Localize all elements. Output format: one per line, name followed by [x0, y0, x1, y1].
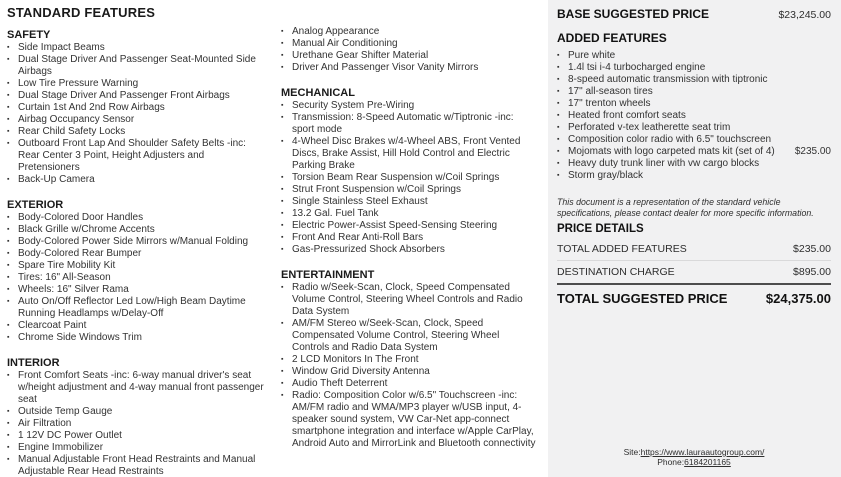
feature-text: Heated front comfort seats	[568, 110, 686, 121]
feature-item	[281, 378, 536, 390]
bullet-icon: ▪	[557, 160, 560, 167]
bullet-icon: ▪	[557, 76, 560, 83]
price-detail-value: $235.00	[793, 243, 831, 255]
bullet-icon: ▪	[557, 88, 560, 95]
feature-text: 8-speed automatic transmission with tiptronic	[568, 74, 768, 85]
section-heading: MECHANICAL	[281, 87, 355, 99]
feature-item	[281, 100, 536, 112]
section-heading: ENTERTAINMENT	[281, 269, 375, 281]
feature-section	[281, 87, 536, 256]
bullet-icon: ▪	[281, 114, 284, 121]
feature-text: Front Comfort Seats -inc: 6-way manual driver's seat w/height adjustment and 4-way manual front passenger seat	[18, 370, 264, 405]
site-link[interactable]: https://www.lauraautogroup.com/	[640, 447, 765, 457]
feature-text: Outside Temp Gauge	[18, 406, 113, 417]
feature-item	[557, 74, 831, 86]
feature-text: Manual Air Conditioning	[292, 38, 398, 49]
feature-item	[557, 62, 831, 74]
feature-item	[7, 212, 267, 224]
bullet-icon: ▪	[281, 102, 284, 109]
standard-features-title: STANDARD FEATURES	[7, 5, 156, 20]
bullet-icon: ▪	[557, 172, 560, 179]
feature-item	[281, 208, 536, 220]
bullet-icon: ▪	[281, 356, 284, 363]
feature-text: Low Tire Pressure Warning	[18, 78, 139, 89]
bullet-icon: ▪	[7, 56, 10, 63]
bullet-icon: ▪	[7, 104, 10, 111]
feature-item	[557, 50, 831, 62]
price-detail-row	[557, 261, 831, 283]
feature-list	[281, 282, 536, 450]
bullet-icon: ▪	[281, 28, 284, 35]
price-details-title: PRICE DETAILS	[557, 223, 644, 235]
feature-text: Body-Colored Power Side Mirrors w/Manual Folding	[18, 236, 249, 247]
bullet-icon: ▪	[7, 176, 10, 183]
feature-item	[557, 86, 831, 98]
feature-text: 17" all-season tires	[568, 86, 653, 97]
feature-item	[557, 110, 831, 122]
phone-label: Phone:	[657, 457, 685, 467]
feature-item	[7, 370, 267, 406]
feature-text: Manual Adjustable Front Head Restraints and Manual Adjustable Rear Head Restraints	[18, 454, 256, 477]
feature-text: Gas-Pressurized Shock Absorbers	[292, 244, 445, 255]
bullet-icon: ▪	[7, 214, 10, 221]
bullet-icon: ▪	[7, 420, 10, 427]
feature-price: $235.00	[794, 146, 831, 157]
price-detail-label: DESTINATION CHARGE	[557, 266, 675, 278]
bullet-icon: ▪	[281, 222, 284, 229]
feature-text: Clearcoat Paint	[18, 320, 87, 331]
feature-text: Transmission: 8-Speed Automatic w/Tiptronic -inc: sport mode	[292, 112, 514, 135]
feature-item	[7, 320, 267, 332]
bullet-icon: ▪	[7, 128, 10, 135]
feature-item	[281, 196, 536, 208]
feature-section	[281, 269, 536, 450]
feature-item	[281, 220, 536, 232]
feature-text: Heavy duty trunk liner with vw cargo blocks	[568, 158, 760, 169]
bullet-icon: ▪	[281, 198, 284, 205]
feature-item	[7, 430, 267, 442]
feature-text: Pure white	[568, 50, 616, 61]
contact-footer	[557, 447, 831, 471]
feature-text: Window Grid Diversity Antenna	[292, 366, 430, 377]
site-label: Site:	[623, 447, 641, 457]
feature-text: 4-Wheel Disc Brakes w/4-Wheel ABS, Front Vented Discs, Brake Assist, Hill Hold Control and Electric Parking Brake	[292, 136, 521, 171]
bullet-icon: ▪	[281, 64, 284, 71]
feature-text: 13.2 Gal. Fuel Tank	[292, 208, 379, 219]
feature-text: Body-Colored Door Handles	[18, 212, 144, 223]
feature-item	[281, 62, 536, 74]
feature-text: Air Filtration	[18, 418, 72, 429]
feature-item	[281, 112, 536, 136]
bullet-icon: ▪	[7, 80, 10, 87]
feature-item	[7, 90, 267, 102]
feature-text: Auto On/Off Reflector Led Low/High Beam Daytime Running Headlamps w/Delay-Off	[18, 296, 246, 319]
feature-item	[7, 284, 267, 296]
feature-item	[557, 134, 831, 146]
bullet-icon: ▪	[281, 174, 284, 181]
feature-text: Electric Power-Assist Speed-Sensing Steering	[292, 220, 498, 231]
price-detail-label: TOTAL ADDED FEATURES	[557, 243, 687, 255]
bullet-icon: ▪	[281, 138, 284, 145]
feature-text: Audio Theft Deterrent	[292, 378, 388, 389]
feature-item	[7, 260, 267, 272]
feature-item	[7, 332, 267, 344]
feature-item	[281, 244, 536, 256]
feature-text: 2 LCD Monitors In The Front	[292, 354, 419, 365]
feature-list	[7, 370, 267, 477]
feature-text: Black Grille w/Chrome Accents	[18, 224, 155, 235]
bullet-icon: ▪	[281, 186, 284, 193]
added-features-list	[557, 50, 831, 182]
bullet-icon: ▪	[7, 286, 10, 293]
feature-item	[281, 366, 536, 378]
feature-text: 1 12V DC Power Outlet	[18, 430, 122, 441]
bullet-icon: ▪	[7, 140, 10, 147]
bullet-icon: ▪	[281, 392, 284, 399]
feature-text: Single Stainless Steel Exhaust	[292, 196, 428, 207]
feature-item	[7, 224, 267, 236]
feature-text: Curtain 1st And 2nd Row Airbags	[18, 102, 165, 113]
feature-item	[7, 114, 267, 126]
feature-list	[281, 100, 536, 256]
bullet-icon: ▪	[7, 92, 10, 99]
feature-item	[7, 442, 267, 454]
feature-text: AM/FM Stereo w/Seek-Scan, Clock, Speed Compensated Volume Control, Steering Wheel Controls and Radio Data System	[292, 318, 500, 353]
feature-item	[281, 136, 536, 172]
feature-item	[7, 296, 267, 320]
added-features-title: ADDED FEATURES	[557, 31, 667, 45]
feature-text: Analog Appearance	[292, 26, 380, 37]
bullet-icon: ▪	[7, 408, 10, 415]
feature-text: 17" trenton wheels	[568, 98, 651, 109]
feature-text: Radio: Composition Color w/6.5" Touchscreen -inc: AM/FM radio and WMA/MP3 player w/USB input, 4-speaker sound system, VW Car-Net app-connect smartphone integration and interface w/Apple CarPlay, Android Auto and MirrorLink and Bluetooth connectivity	[292, 390, 536, 449]
feature-section	[7, 29, 267, 186]
feature-item	[281, 26, 536, 38]
feature-item	[7, 78, 267, 90]
total-price-label: TOTAL SUGGESTED PRICE	[557, 291, 728, 306]
feature-item	[7, 248, 267, 260]
feature-list	[7, 42, 267, 186]
bullet-icon: ▪	[557, 64, 560, 71]
bullet-icon: ▪	[557, 52, 560, 59]
bullet-icon: ▪	[7, 334, 10, 341]
bullet-icon: ▪	[7, 262, 10, 269]
bullet-icon: ▪	[557, 148, 560, 155]
price-detail-value: $895.00	[793, 266, 831, 278]
feature-item	[281, 282, 536, 318]
feature-list	[281, 26, 536, 74]
feature-text: Outboard Front Lap And Shoulder Safety Belts -inc: Rear Center 3 Point, Height Adjusters and Pretensioners	[18, 138, 246, 173]
bullet-icon: ▪	[7, 116, 10, 123]
bullet-icon: ▪	[281, 234, 284, 241]
site-line	[557, 447, 831, 457]
bullet-icon: ▪	[281, 52, 284, 59]
bullet-icon: ▪	[7, 432, 10, 439]
feature-item	[7, 174, 267, 186]
feature-text: Side Impact Beams	[18, 42, 105, 53]
feature-item	[7, 272, 267, 284]
feature-item	[7, 454, 267, 477]
feature-item	[7, 138, 267, 174]
phone-link[interactable]: 6184201165	[684, 457, 731, 467]
bullet-icon: ▪	[7, 298, 10, 305]
bullet-icon: ▪	[7, 274, 10, 281]
bullet-icon: ▪	[281, 210, 284, 217]
section-heading: INTERIOR	[7, 357, 60, 369]
feature-text: Dual Stage Driver And Passenger Seat-Mounted Side Airbags	[18, 54, 256, 77]
left-sections-container	[7, 29, 267, 477]
feature-item	[281, 172, 536, 184]
bullet-icon: ▪	[557, 100, 560, 107]
total-price-value: $24,375.00	[765, 291, 831, 306]
price-detail-row	[557, 238, 831, 261]
bullet-icon: ▪	[281, 368, 284, 375]
base-price-label: BASE SUGGESTED PRICE	[557, 7, 710, 21]
feature-list	[7, 212, 267, 344]
bullet-icon: ▪	[7, 322, 10, 329]
bullet-icon: ▪	[7, 44, 10, 51]
feature-section	[7, 357, 267, 477]
total-suggested-price-row	[557, 283, 831, 310]
feature-text: Urethane Gear Shifter Material	[292, 50, 429, 61]
bullet-icon: ▪	[281, 40, 284, 47]
feature-text: Airbag Occupancy Sensor	[18, 114, 135, 125]
bullet-icon: ▪	[7, 238, 10, 245]
bullet-icon: ▪	[7, 372, 10, 379]
bullet-icon: ▪	[281, 246, 284, 253]
feature-item	[7, 102, 267, 114]
feature-item	[281, 390, 536, 450]
feature-text: Perforated v-tex leatherette seat trim	[568, 122, 731, 133]
price-panel	[548, 0, 841, 477]
feature-text: Driver And Passenger Visor Vanity Mirrors	[292, 62, 479, 73]
feature-item	[7, 42, 267, 54]
feature-text: Engine Immobilizer	[18, 442, 104, 453]
bullet-icon: ▪	[7, 456, 10, 463]
bullet-icon: ▪	[557, 112, 560, 119]
base-price-value: $23,245.00	[778, 9, 831, 21]
feature-item	[7, 236, 267, 248]
feature-text: Dual Stage Driver And Passenger Front Airbags	[18, 90, 230, 101]
price-details-rows	[557, 238, 831, 283]
phone-line	[557, 457, 831, 467]
feature-item	[281, 232, 536, 244]
feature-text: Torsion Beam Rear Suspension w/Coil Springs	[292, 172, 500, 183]
feature-text: Chrome Side Windows Trim	[18, 332, 142, 343]
bullet-icon: ▪	[281, 320, 284, 327]
feature-item	[281, 38, 536, 50]
feature-item	[557, 170, 831, 182]
standard-features-column-2	[273, 0, 548, 477]
section-heading: EXTERIOR	[7, 199, 64, 211]
feature-text: Wheels: 16" Silver Rama	[18, 284, 129, 295]
disclaimer-text: This document is a representation of the standard vehicle specifications, please contact dealer for more specific information.	[557, 197, 814, 218]
base-price-row	[557, 5, 831, 24]
section-heading: SAFETY	[7, 29, 51, 41]
feature-item	[7, 54, 267, 78]
feature-item	[281, 184, 536, 196]
feature-item	[557, 158, 831, 170]
bullet-icon: ▪	[557, 136, 560, 143]
feature-item	[7, 418, 267, 430]
feature-item	[7, 126, 267, 138]
feature-text: Tires: 16" All-Season	[18, 272, 111, 283]
feature-item	[557, 122, 831, 134]
bullet-icon: ▪	[7, 226, 10, 233]
middle-sections-container	[281, 26, 536, 450]
feature-text: 1.4l tsi i-4 turbocharged engine	[568, 62, 706, 73]
feature-text: Storm gray/black	[568, 170, 644, 181]
feature-item	[281, 50, 536, 62]
feature-item	[7, 406, 267, 418]
feature-item	[557, 146, 831, 158]
feature-text: Composition color radio with 6.5" touchscreen	[568, 134, 772, 145]
feature-text: Front And Rear Anti-Roll Bars	[292, 232, 424, 243]
bullet-icon: ▪	[281, 380, 284, 387]
feature-text: Spare Tire Mobility Kit	[18, 260, 116, 271]
feature-text: Back-Up Camera	[18, 174, 95, 185]
bullet-icon: ▪	[281, 284, 284, 291]
feature-item	[281, 318, 536, 354]
bullet-icon: ▪	[7, 444, 10, 451]
feature-item	[281, 354, 536, 366]
standard-features-column-1	[0, 0, 273, 477]
feature-text: Body-Colored Rear Bumper	[18, 248, 142, 259]
feature-text: Security System Pre-Wiring	[292, 100, 415, 111]
feature-text: Rear Child Safety Locks	[18, 126, 126, 137]
feature-section	[281, 26, 536, 74]
bullet-icon: ▪	[7, 250, 10, 257]
feature-item	[557, 98, 831, 110]
bullet-icon: ▪	[557, 124, 560, 131]
feature-section	[7, 199, 267, 344]
feature-text: Radio w/Seek-Scan, Clock, Speed Compensated Volume Control, Steering Wheel Controls and Radio Data System	[292, 282, 523, 317]
feature-text: Mojomats with logo carpeted mats kit (set of 4)	[568, 146, 775, 157]
feature-text: Strut Front Suspension w/Coil Springs	[292, 184, 461, 195]
